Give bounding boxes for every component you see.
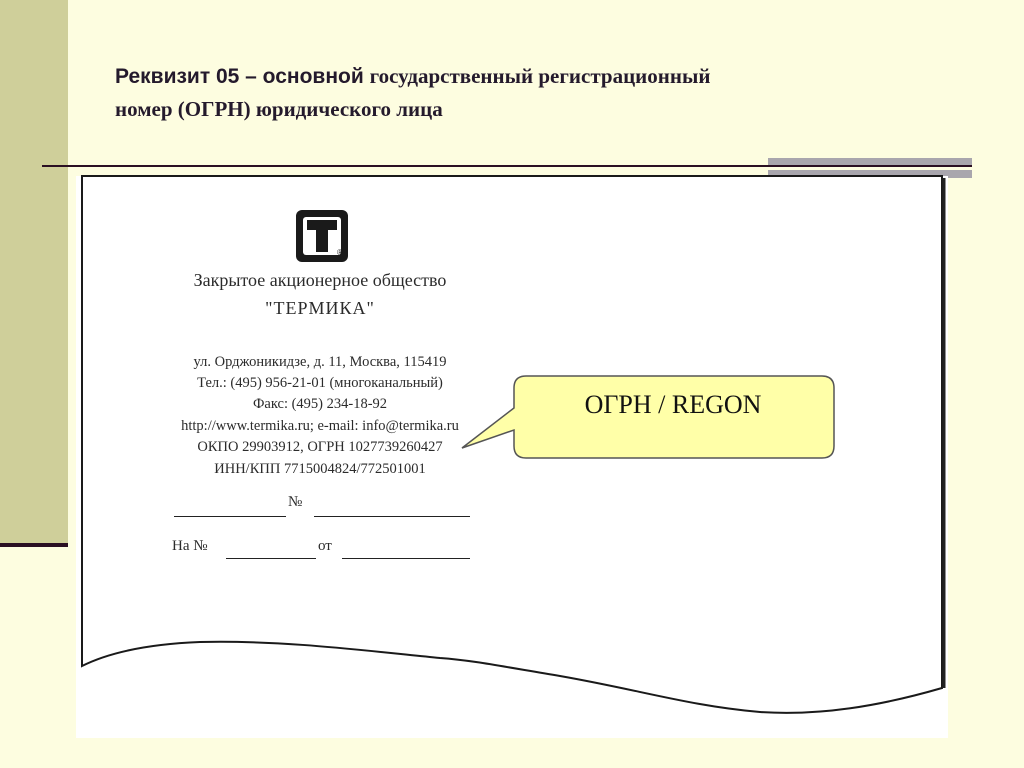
title-bold-part: Реквизит 05 – основной	[115, 65, 364, 88]
title-line-2: номер (ОГРН) юридического лица	[115, 97, 443, 121]
ref-date-blank-line	[342, 558, 470, 559]
inn-kpp-line: ИНН/КПП 7715004824/772501001	[214, 461, 426, 477]
phone-line: Тел.: (495) 956-21-01 (многоканальный)	[197, 375, 443, 391]
fax-line: Факс: (495) 234-18-92	[252, 396, 388, 412]
ref-number-blank-line	[226, 558, 316, 559]
address-line: ул. Орджоникидзе, д. 11, Москва, 115419	[193, 354, 447, 370]
title-serif-part: государственный регистрационный	[369, 64, 711, 88]
company-logo-icon	[296, 210, 348, 262]
company-name: "ТЕРМИКА"	[265, 298, 375, 318]
number-blank-line	[314, 516, 470, 517]
company-type: Закрытое акционерное общество	[193, 270, 447, 290]
callout-label: ОГРН / REGON	[584, 390, 762, 419]
ref-number-label: На №	[172, 538, 208, 554]
date-blank-line	[174, 516, 286, 517]
number-sign: №	[288, 494, 303, 510]
okpo-ogrn-line: ОКПО 29903912, ОГРН 1027739260427	[197, 439, 443, 455]
ref-date-label: от	[318, 538, 332, 554]
logo-registered-mark: ®	[337, 248, 343, 257]
web-email-line: http://www.termika.ru; e-mail: info@termika.ru	[181, 418, 459, 434]
